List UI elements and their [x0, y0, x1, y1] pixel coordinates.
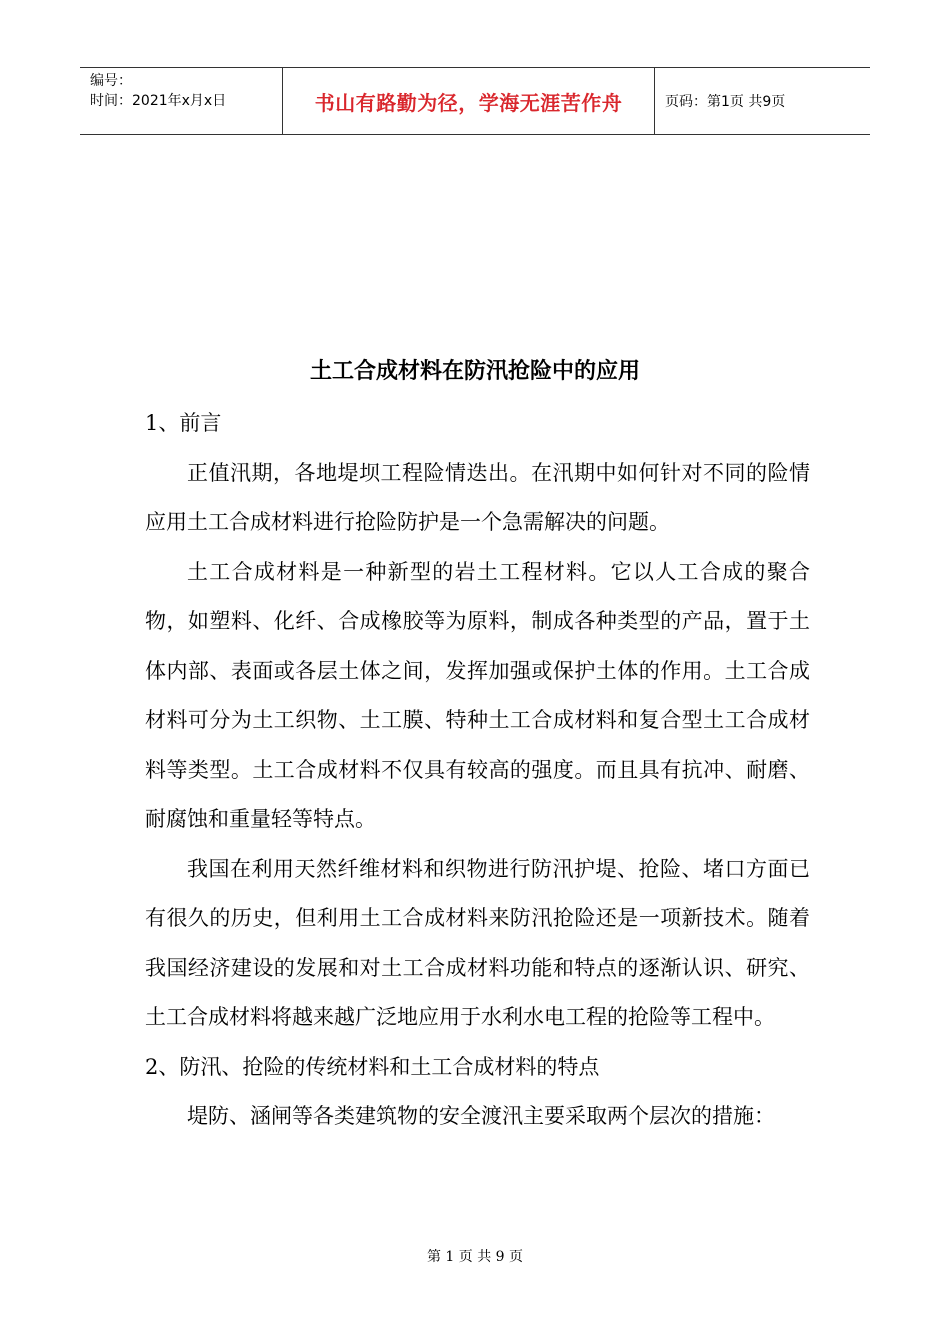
body-paragraph: 土工合成材料是一种新型的岩土工程材料。它以人工合成的聚合物，如塑料、化纤、合成橡胶等为原料，制成各种类型的产品，置于土体内部、表面或各层土体之间，发挥加强或保护土体的作用。土工合成材料可分为土工织物、土工膜、特种土工合成材料和复合型土工合成材料等类型。土工合成材料不仅具有较高的强度。而且具有抗冲、耐磨、耐腐蚀和重量轻等特点。	[145, 559, 810, 831]
body-paragraph: 我国在利用天然纤维材料和织物进行防汛护堤、抢险、堵口方面已有很久的历史，但利用土工合成材料来防汛抢险还是一项新技术。随着我国经济建设的发展和对土工合成材料功能和特点的逐渐认识、研究、土工合成材料将越来越广泛地应用于水利水电工程的抢险等工程中。	[145, 856, 810, 1029]
header-page-info: 页码：第1页 共9页	[665, 94, 786, 110]
section-heading: 2、防汛、抢险的传统材料和土工合成材料的特点	[145, 1054, 600, 1079]
document-title: 土工合成材料在防汛抢险中的应用	[309, 358, 640, 384]
header-motto-cell	[282, 68, 655, 134]
body-paragraph: 正值汛期，各地堤坝工程险情迭出。在汛期中如何针对不同的险情应用土工合成材料进行抢险防护是一个急需解决的问题。	[145, 460, 810, 534]
page-header	[80, 67, 870, 135]
date-label: 时间：2021年x月x日	[90, 93, 227, 109]
document-body	[145, 399, 810, 1142]
number-label: 编号：	[90, 73, 132, 89]
page-footer: 第 1 页 共 9 页	[426, 1249, 524, 1265]
header-left-cell	[80, 68, 282, 134]
header-page-cell	[655, 68, 870, 134]
body-paragraph: 堤防、涵闸等各类建筑物的安全渡汛主要采取两个层次的措施：	[187, 1104, 775, 1128]
section-heading: 1、前言	[145, 411, 222, 435]
motto-text: 书山有路勤为径，学海无涯苦作舟	[314, 90, 623, 115]
